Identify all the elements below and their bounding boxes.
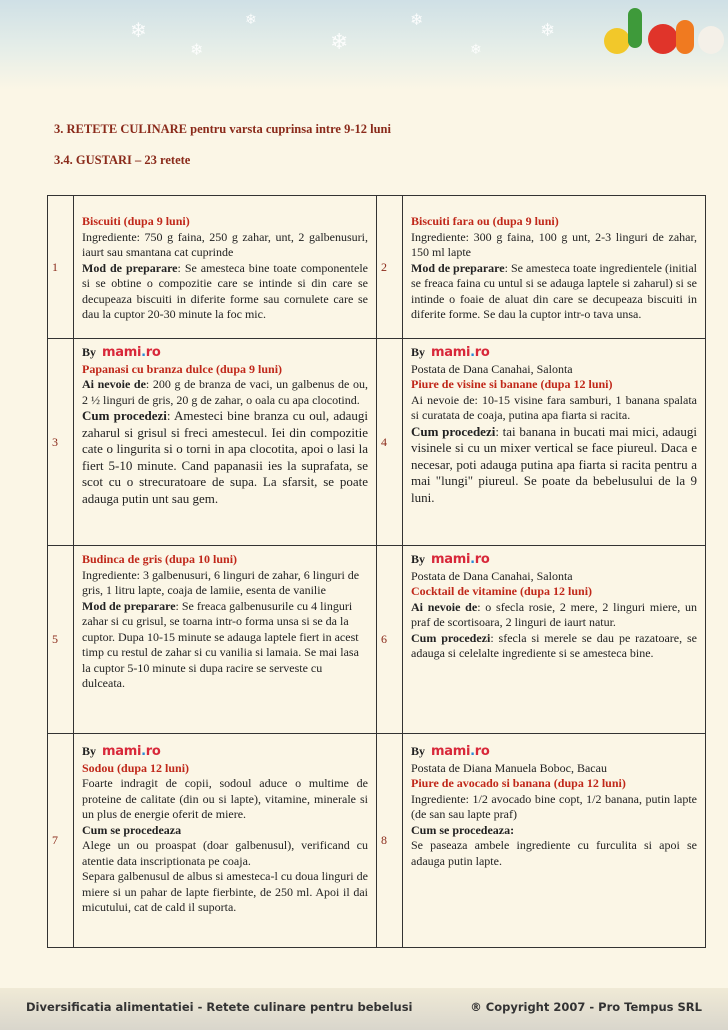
recipe-method: Cum procedezi: Amesteci bine branza cu oul, adaugi zaharul si grisul si freci amestecul. Iei din compozitie cate o lingurita si o torni in apa clocotita, apoi o lasi la fiert 5-10 minute. Cand papanasii ies la suprafata, se scot cu o strecuratoare de supa. La sfarsit, se poate adauga putin unt sau gem. xyxy=(82,408,368,506)
recipe-number: 8 xyxy=(377,734,403,948)
recipe-cell xyxy=(403,196,706,339)
recipe-cell xyxy=(403,546,706,734)
mami-logo: mami.ro xyxy=(102,744,161,759)
author-line: By mami.ro xyxy=(82,345,161,360)
recipe-ingredients: Ai nevoie de: o sfecla rosie, 2 mere, 2 linguri miere, un praf de scortisoara, 2 linguri de iaurt natur. xyxy=(411,599,697,629)
recipe-method-label: Cum se procedeaza xyxy=(82,822,182,837)
recipe-cell xyxy=(74,339,377,546)
recipe-method: Alege un ou proaspat (doar galbenusul), verificand cu atentie data inscriptionata pe coaja. xyxy=(82,838,368,868)
recipe-method: Cum procedezi: tai banana in bucati mai mici, adaugi visinele si cu un mixer vertical se face piureul. Daca e necesar, poti adauga putina apa fiarta si racita pentru a mai "lungi" piureul. Se poate da bebelusului de la 9 luni. xyxy=(411,423,698,505)
recipe-ingredients: Ingrediente: 750 g faina, 250 g zahar, unt, 2 galbenusuri, iaurt sau smantana cat cuprinde xyxy=(82,229,368,259)
recipe-number: 2 xyxy=(377,196,403,339)
recipe-number: 5 xyxy=(48,546,74,734)
subsection-heading: 3.4. GUSTARI – 23 retete xyxy=(54,153,191,167)
table-row xyxy=(48,339,706,546)
recipe-title: Piure de visine si banane (dupa 12 luni) xyxy=(411,377,613,391)
vegetable-icon xyxy=(648,24,678,54)
recipe-author: Postata de Dana Canahai, Salonta xyxy=(411,361,573,376)
recipe-title: Budinca de gris (dupa 10 luni) xyxy=(82,552,238,566)
recipe-ingredients: Ingrediente: 300 g faina, 100 g unt, 2-3 linguri de zahar, 150 ml lapte xyxy=(411,229,697,259)
footer-title: Diversificatia alimentatiei - Retete culinare pentru bebelusi xyxy=(26,1000,413,1014)
recipe-method-label: Cum se procedeaza: xyxy=(411,822,515,837)
snowflake-icon: ❄ xyxy=(245,12,257,28)
recipe-title: Sodou (dupa 12 luni) xyxy=(82,760,190,775)
recipe-method: Cum procedezi: sfecla si merele se dau pe razatoare, se adauga si celelalte ingrediente si se amesteca bine. xyxy=(411,630,697,660)
vegetable-icon xyxy=(698,26,724,54)
table-row xyxy=(48,196,706,339)
recipe-number: 4 xyxy=(377,339,403,546)
recipe-ingredients: Ai nevoie de: 10-15 visine fara samburi, 1 banana spalata si curatata de coaja, putina apa fiarta si racita. xyxy=(411,392,697,422)
recipe-table xyxy=(47,195,706,948)
recipe-author: Postata de Dana Canahai, Salonta xyxy=(411,568,573,583)
footer-copyright: ® Copyright 2007 - Pro Tempus SRL xyxy=(470,1000,702,1014)
vegetable-icon xyxy=(676,20,694,54)
recipe-method: Separa galbenusul de albus si amesteca-l cu doua linguri de miere si un pahar de lapte fierbinte, de 250 ml. Apoi il dai micutului, cat de cald il suporta. xyxy=(82,869,368,914)
recipe-ingredients: Ingrediente: 3 galbenusuri, 6 linguri de zahar, 6 linguri de gris, 1 litru lapte, coaja de lamiie, esenta de vanilie xyxy=(82,567,360,597)
snowflake-icon: ❄ xyxy=(470,42,482,58)
mami-logo: mami.ro xyxy=(102,345,161,360)
recipe-number: 3 xyxy=(48,339,74,546)
recipe-title: Piure de avocado si banana (dupa 12 luni) xyxy=(411,776,626,790)
recipe-method: Se paseaza ambele ingrediente cu furculita si apoi se adauga putin lapte. xyxy=(411,838,697,868)
section-heading: 3. RETETE CULINARE pentru varsta cuprinsa intre 9-12 luni xyxy=(54,122,391,136)
table-row xyxy=(48,734,706,948)
author-line: By mami.ro xyxy=(82,744,161,759)
recipe-ingredients: Ingrediente: 1/2 avocado bine copt, 1/2 banana, putin lapte (de san sau lapte praf) xyxy=(411,791,697,821)
vegetable-icon xyxy=(604,28,630,54)
snowflake-icon: ❄ xyxy=(130,18,147,42)
author-line: By mami.ro xyxy=(411,744,490,759)
recipe-author: Postata de Diana Manuela Boboc, Bacau xyxy=(411,760,607,775)
recipe-cell xyxy=(74,196,377,339)
author-line: By mami.ro xyxy=(411,345,490,360)
recipe-cell xyxy=(403,734,706,948)
author-line: By mami.ro xyxy=(411,552,490,567)
mami-logo: mami.ro xyxy=(431,552,490,567)
recipe-title: Biscuiti (dupa 9 luni) xyxy=(82,214,190,228)
recipe-cell xyxy=(74,546,377,734)
recipe-cell xyxy=(403,339,706,546)
snowflake-icon: ❄ xyxy=(330,30,349,55)
recipe-method: Mod de preparare: Se amesteca bine toate componentele si se obtine o compozitie care se intinde si din care se decupeaza biscuiti in diferite forme sau cornulete care se dau la cuptor 20-30 minute la foc mic. xyxy=(82,260,369,321)
recipe-method: Mod de preparare: Se amesteca toate ingredientele (initial se freaca faina cu untul si se adauga laptele si zaharul) si se intinde o foaie de aluat din care se decupeaza biscuiti in diferite forme. Se dau la cuptor intr-o tava unsa. xyxy=(411,260,697,321)
recipe-number: 7 xyxy=(48,734,74,948)
header-decoration xyxy=(0,0,728,90)
snowflake-icon: ❄ xyxy=(540,20,556,41)
recipe-intro: Foarte indragit de copii, sodoul aduce o multime de proteine de calitate (din ou si lapte), vitamine, minerale si un plus de energie oferit de miere. xyxy=(82,776,368,821)
recipe-title: Biscuiti fara ou (dupa 9 luni) xyxy=(411,214,559,228)
recipe-ingredients: Ai nevoie de: 200 g de branza de vaci, un galbenus de ou, 2 ½ linguri de gris, 20 g de zahar, o oala cu apa clocotind. xyxy=(82,377,368,407)
recipe-method: Mod de preparare: Se freaca galbenusurile cu 4 linguri zahar si cu grisul, se toarna intr-o forma unsa si se da la cuptor. Dupa 10-15 minute se adauga laptele fiert in acest timp cu restul de zahar si cu vanilia si lamaia. Se mai lasa la cuptor 5-10 minute si dupa racire se serveste cu dulceata. xyxy=(82,598,359,690)
snowflake-icon: ❄ xyxy=(410,10,424,29)
recipe-number: 1 xyxy=(48,196,74,339)
mami-logo: mami.ro xyxy=(431,345,490,360)
vegetable-icon xyxy=(628,8,642,48)
recipe-cell xyxy=(74,734,377,948)
snowflake-icon: ❄ xyxy=(190,40,204,59)
recipe-number: 6 xyxy=(377,546,403,734)
recipe-title: Papanasi cu branza dulce (dupa 9 luni) xyxy=(82,361,283,376)
table-row xyxy=(48,546,706,734)
mami-logo: mami.ro xyxy=(431,744,490,759)
recipe-title: Cocktail de vitamine (dupa 12 luni) xyxy=(411,584,593,598)
